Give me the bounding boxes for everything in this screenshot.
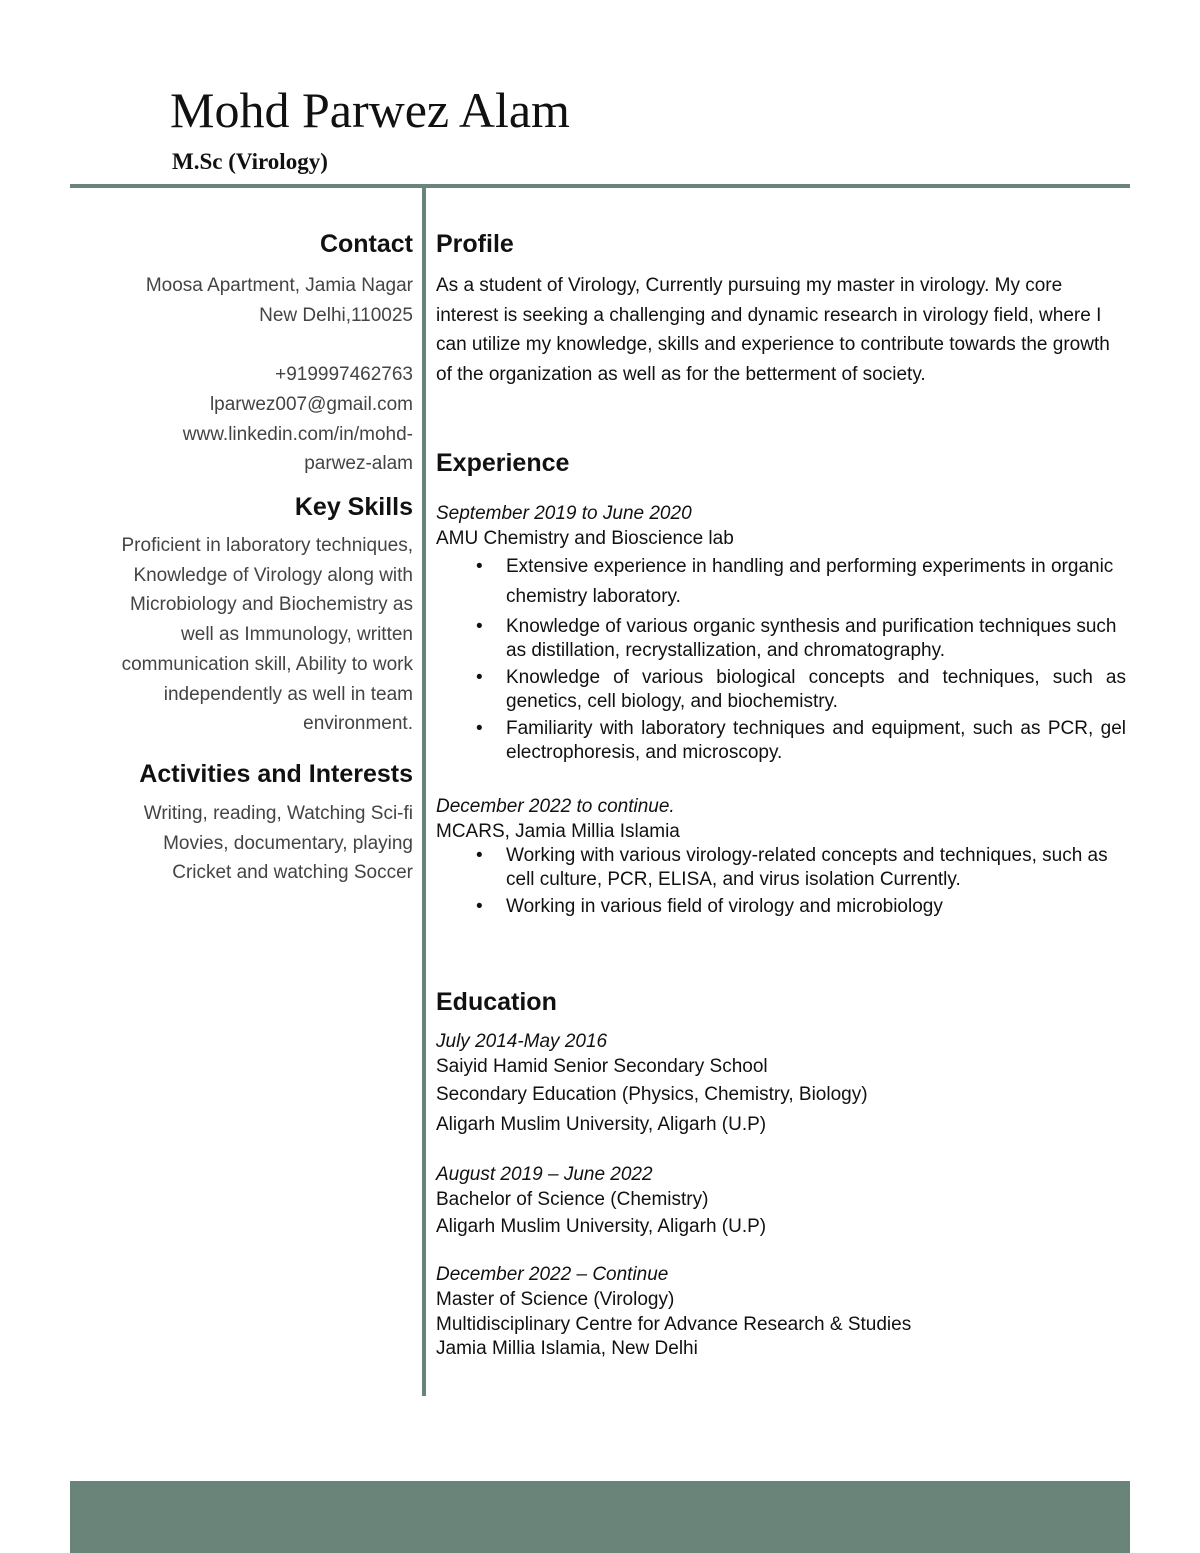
contact-heading: Contact (319, 230, 413, 258)
skills-line: Proficient in laboratory techniques, (121, 535, 413, 556)
job-date: December 2022 to continue. (436, 795, 675, 817)
activities-heading: Activities and Interests (139, 760, 413, 788)
column-divider (422, 188, 426, 1396)
education-line: Multidisciplinary Centre for Advance Research & Studies (436, 1313, 912, 1335)
activities-line: Cricket and watching Soccer (172, 862, 413, 884)
contact-linkedin-line1[interactable]: www.linkedin.com/in/mohd- (182, 423, 413, 445)
contact-address-line1: Moosa Apartment, Jamia Nagar (145, 275, 413, 296)
contact-spacer (60, 330, 413, 360)
activities-line: Writing, reading, Watching Sci-fi (143, 803, 413, 824)
education-line: Aligarh Muslim University, Aligarh (U.P) (436, 1113, 767, 1135)
experience-job (436, 794, 1126, 920)
education-heading: Education (436, 988, 557, 1016)
contact-address-line2: New Delhi,110025 (259, 304, 413, 326)
header-divider (70, 184, 1130, 188)
skills-line: well as Immunology, written (181, 624, 413, 646)
skills-heading: Key Skills (294, 493, 413, 521)
profile-heading: Profile (436, 230, 514, 258)
job-bullets (436, 552, 1126, 765)
contact-email[interactable]: lparwez007@gmail.com (209, 393, 413, 415)
candidate-degree: M.Sc (Virology) (172, 149, 328, 174)
footer-band (70, 1481, 1130, 1553)
job-date: September 2019 to June 2020 (436, 503, 692, 524)
education-entry (436, 1262, 1126, 1362)
experience-section (436, 448, 1126, 922)
skills-line: independently as well in team (163, 683, 413, 705)
education-line: Saiyid Hamid Senior Secondary School (436, 1056, 768, 1077)
job-bullet: • Knowledge of various organic synthesis and purification techniques such as distillation, recrystallization, and chromatography. (436, 615, 1126, 663)
education-entry (436, 1029, 1126, 1140)
profile-section (436, 229, 1126, 390)
education-section (436, 987, 1126, 1362)
education-date: December 2022 – Continue (436, 1264, 669, 1285)
job-bullets (436, 844, 1126, 919)
skills-section (60, 492, 413, 739)
job-bullet: • Working with various virology-related concepts and techniques, such as cell culture, PCR, ELISA, and virus isolation Currently. (436, 844, 1126, 892)
contact-section (60, 229, 413, 479)
candidate-name: Mohd Parwez Alam (170, 82, 570, 138)
profile-text: As a student of Virology, Currently pursuing my master in virology. My core interest is seeking a challenging and dynamic research in virology field, where I can utilize my knowledge, skills and experience to contribute towards the growth of the organization as well as for the betterment of society. (436, 275, 1110, 386)
activities-line: Movies, documentary, playing (163, 832, 413, 854)
skills-line: Knowledge of Virology along with (133, 564, 413, 586)
education-line: Master of Science (Virology) (436, 1289, 675, 1310)
contact-linkedin-line2[interactable]: parwez-alam (304, 453, 413, 475)
job-org: AMU Chemistry and Bioscience lab (436, 528, 734, 549)
education-date: August 2019 – June 2022 (436, 1163, 653, 1185)
skills-line: Microbiology and Biochemistry as (129, 594, 413, 616)
education-line: Jamia Millia Islamia, New Delhi (436, 1338, 698, 1359)
skills-line: communication skill, Ability to work (121, 653, 413, 675)
job-bullet: • Familiarity with laboratory techniques and equipment, such as PCR, gel electrophoresis, and microscopy. (436, 717, 1126, 765)
activities-section (60, 759, 413, 888)
contact-phone: +919997462763 (275, 364, 413, 386)
education-entry (436, 1162, 1126, 1243)
education-line: Bachelor of Science (Chemistry) (436, 1188, 709, 1210)
job-bullet: • Knowledge of various biological concepts and techniques, such as genetics, cell biology, and biochemistry. (436, 666, 1126, 714)
education-date: July 2014-May 2016 (436, 1031, 608, 1052)
education-line: Aligarh Muslim University, Aligarh (U.P) (436, 1216, 767, 1237)
job-bullet: • Working in various field of virology and microbiology (436, 895, 1126, 919)
education-line: Secondary Education (Physics, Chemistry, Biology) (436, 1083, 868, 1105)
experience-job (436, 501, 1126, 765)
experience-heading: Experience (436, 449, 570, 477)
job-org: MCARS, Jamia Millia Islamia (436, 820, 680, 842)
skills-line: environment. (303, 713, 413, 735)
job-bullet: • Extensive experience in handling and performing experiments in organic chemistry laboratory. (436, 552, 1126, 612)
